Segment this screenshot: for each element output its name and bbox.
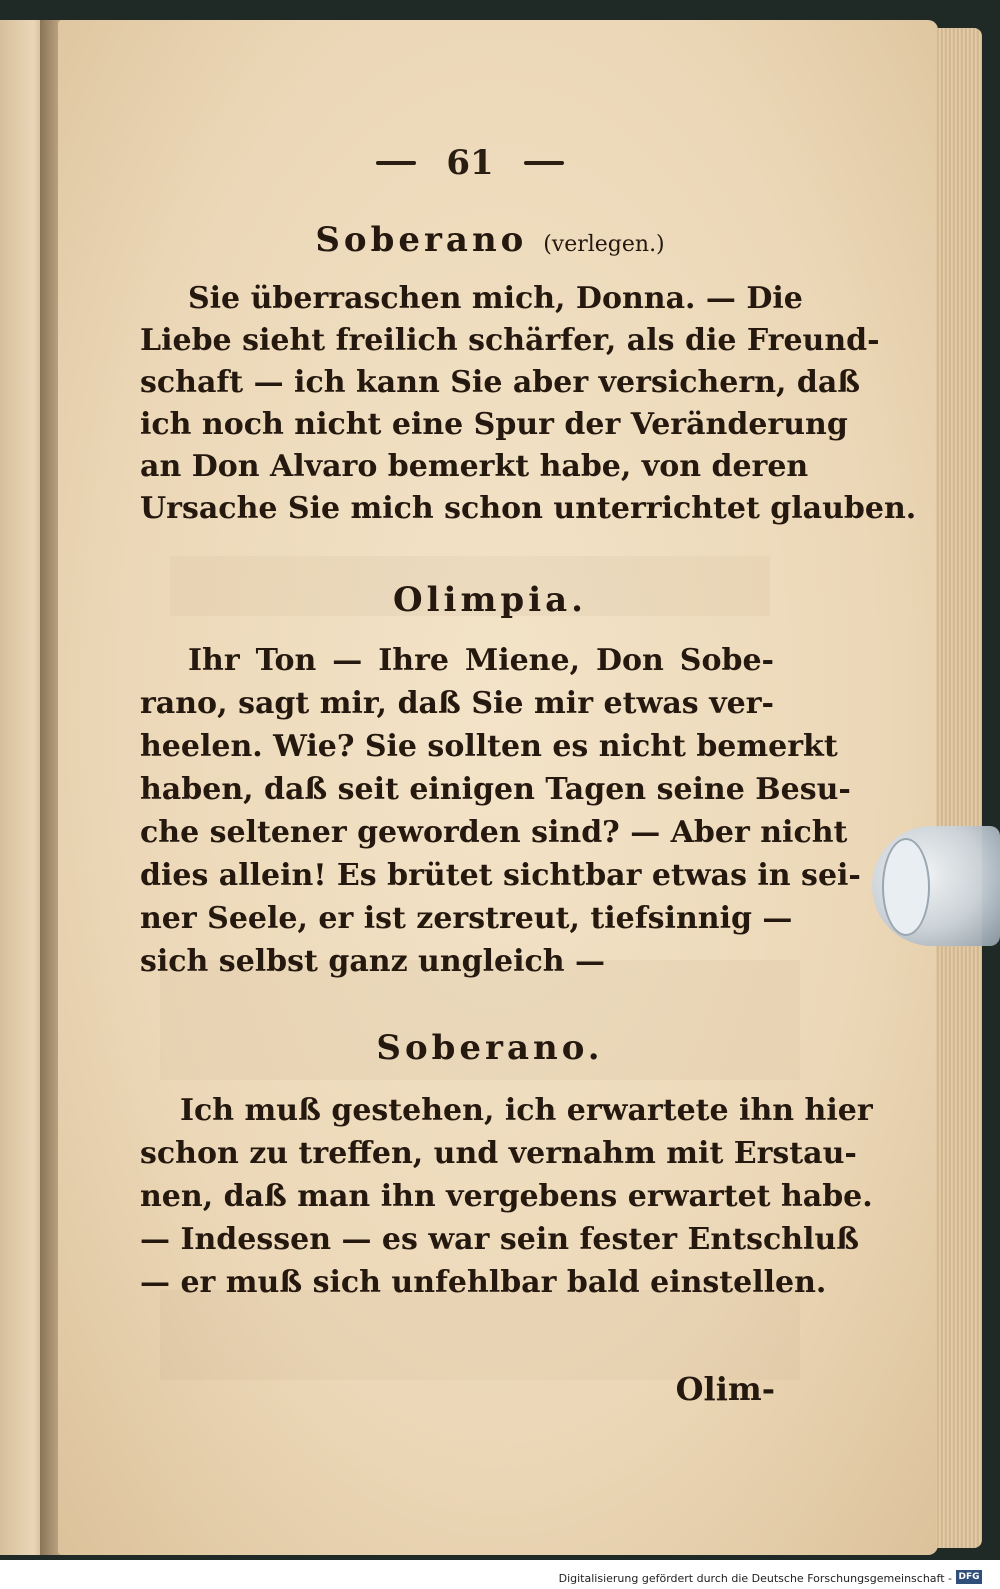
speaker-label: Soberano. xyxy=(376,1028,604,1068)
text-line: Ursache Sie mich schon unterrichtet glauben. xyxy=(140,491,917,526)
speaker-name xyxy=(140,1028,840,1068)
text-line: dies allein! Es brütet sichtbar etwas in sei- xyxy=(140,858,861,893)
stage-direction: (verlegen.) xyxy=(543,232,665,257)
text-line: Ihr Ton — Ihre Miene, Don Sobe- xyxy=(188,643,774,678)
speaker-name xyxy=(140,580,840,620)
speaker-name xyxy=(140,220,840,260)
text-line: an Don Alvaro bemerkt habe, von deren xyxy=(140,449,809,484)
text-line: che seltener geworden sind? — Aber nicht xyxy=(140,815,848,850)
page-header xyxy=(360,138,580,188)
text-line: ner Seele, er ist zerstreut, tiefsinnig — xyxy=(140,901,793,936)
text-line: Ich muß gestehen, ich erwartete ihn hier xyxy=(180,1093,873,1128)
text-line: schaft — ich kann Sie aber versichern, daß xyxy=(140,365,861,400)
dfg-logo: DFG xyxy=(956,1570,982,1584)
page-number: 61 xyxy=(446,143,494,183)
text-line: haben, daß seit einigen Tagen seine Besu- xyxy=(140,772,851,807)
text-line: Liebe sieht freilich schärfer, als die Freund- xyxy=(140,323,880,358)
catchword: Olim- xyxy=(675,1370,775,1408)
text-line: Sie überraschen mich, Donna. — Die xyxy=(188,281,803,316)
text-line: rano, sagt mir, daß Sie mir etwas ver- xyxy=(140,686,774,721)
text-line: sich selbst ganz ungleich — xyxy=(140,944,606,979)
funding-credit: Digitalisierung gefördert durch die Deutsche Forschungsgemeinschaft - xyxy=(558,1572,952,1585)
thumbnail-glare xyxy=(882,838,930,936)
text-line: — Indessen — es war sein fester Entschluß xyxy=(140,1222,860,1257)
text-line: schon zu treffen, und vernahm mit Erstau- xyxy=(140,1136,857,1171)
text-line: heelen. Wie? Sie sollten es nicht bemerkt xyxy=(140,729,838,764)
speaker-label: Olimpia. xyxy=(393,580,587,620)
page-edges xyxy=(936,28,982,1548)
header-dash-right xyxy=(524,161,564,165)
text-line: — er muß sich unfehlbar bald einstellen. xyxy=(140,1265,827,1300)
speaker-label: Soberano xyxy=(315,220,528,260)
text-line: nen, daß man ihn vergebens erwartet habe. xyxy=(140,1179,873,1214)
header-dash-left xyxy=(376,161,416,165)
text-line: ich noch nicht eine Spur der Veränderung xyxy=(140,407,848,442)
